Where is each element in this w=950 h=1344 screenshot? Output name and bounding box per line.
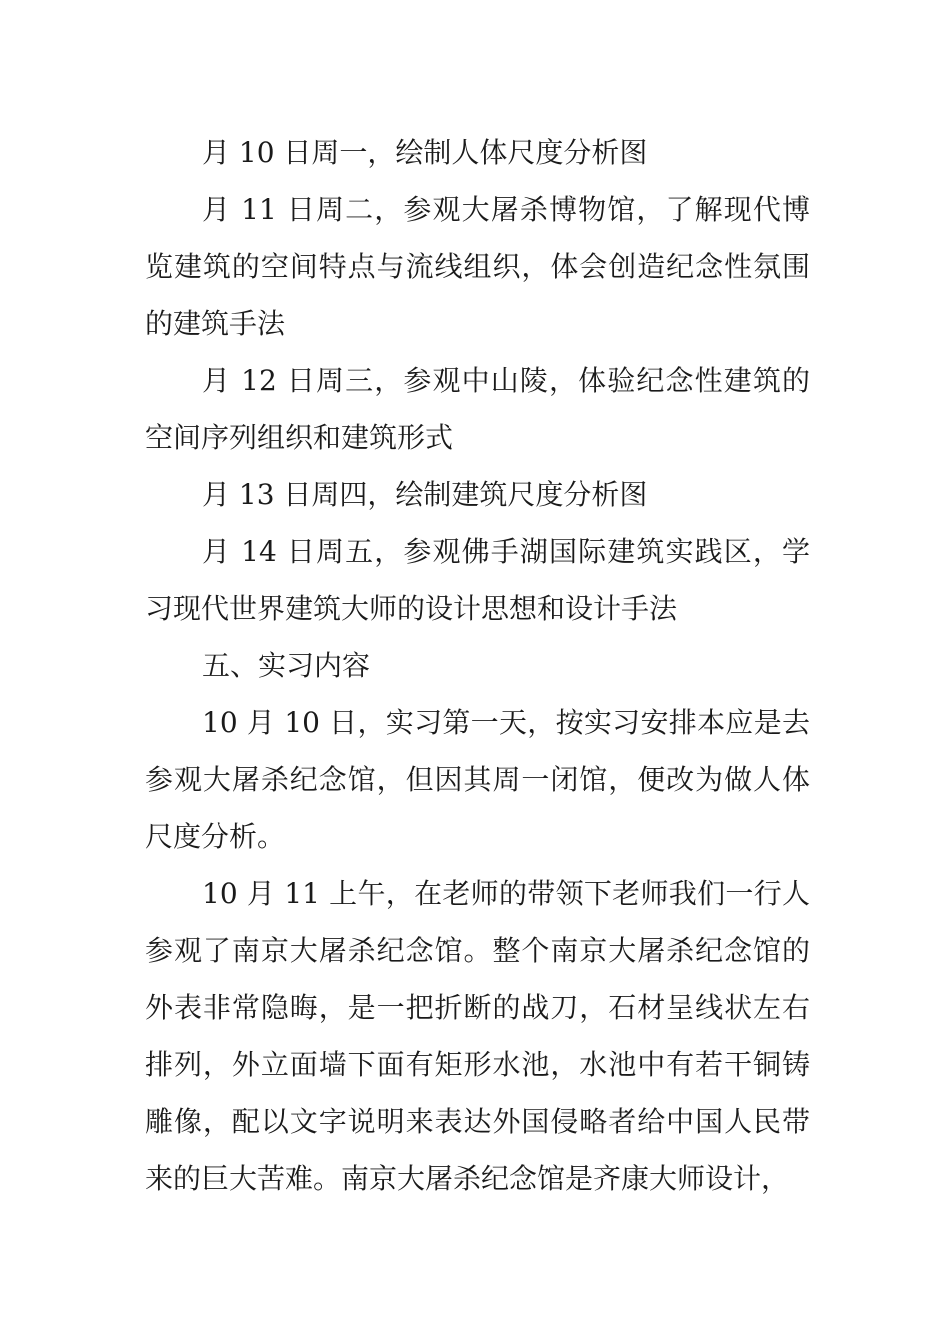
paragraph-day-one: 10 月 10 日，实习第一天，按实习安排本应是去参观大屠杀纪念馆，但因其周一闭馆，便改为做人体尺度分析。 <box>145 706 810 853</box>
document-body <box>145 124 810 1207</box>
section-heading: 五、实习内容 <box>202 649 371 682</box>
paragraph-schedule-mon: 月 10 日周一，绘制人体尺度分析图 <box>202 136 648 169</box>
paragraph-schedule-tue: 月 11 日周二，参观大屠杀博物馆，了解现代博览建筑的空间特点与流线组织，体会创造纪念性氛围的建筑手法 <box>145 193 810 340</box>
paragraph-schedule-wed: 月 12 日周三，参观中山陵，体验纪念性建筑的空间序列组织和建筑形式 <box>145 364 810 454</box>
paragraph-schedule-thu: 月 13 日周四，绘制建筑尺度分析图 <box>202 478 648 511</box>
paragraph-schedule-fri: 月 14 日周五，参观佛手湖国际建筑实践区，学习现代世界建筑大师的设计思想和设计手法 <box>145 535 810 625</box>
paragraph-day-two: 10 月 11 上午，在老师的带领下老师我们一行人参观了南京大屠杀纪念馆。整个南京大屠杀纪念馆的外表非常隐晦，是一把折断的战刀，石材呈线状左右排列，外立面墙下面有矩形水池，水池中有若干铜铸雕像，配以文字说明来表达外国侵略者给中国人民带来的巨大苦难。南京大屠杀纪念馆是齐康大师设计， <box>145 877 810 1195</box>
